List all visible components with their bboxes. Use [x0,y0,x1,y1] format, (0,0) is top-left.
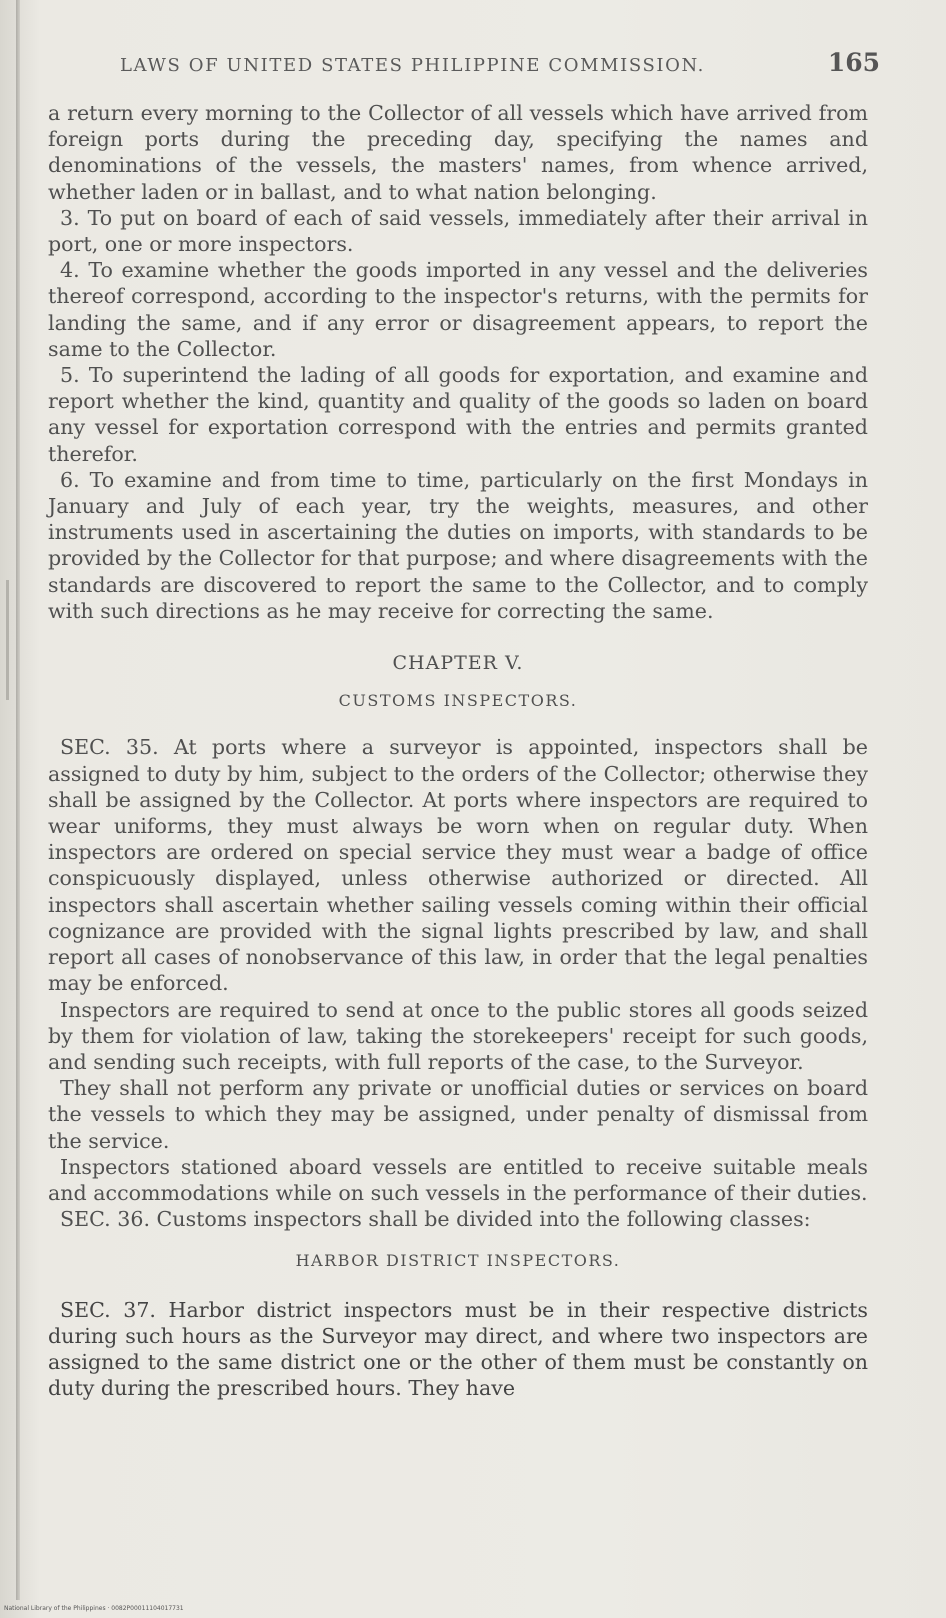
paragraph: a return every morning to the Collector of all vessels which have arrived from foreign ports during the preceding day, specifying the names and denominations of the vessels, the masters' names, from whence arrived, whether laden or in ballast, and to what nation belonging. [48,101,868,204]
paragraph: SEC. 36. Customs inspectors shall be divided into the following classes: [60,1207,811,1232]
running-title: LAWS OF UNITED STATES PHILIPPINE COMMISSION. [120,55,705,76]
paragraph: 5. To superintend the lading of all goods for exportation, and examine and report whether the kind, quantity and quality of the goods so laden on board any vessel for exportation correspond with the entries and permits granted therefor. [48,363,868,466]
book-spine-shadow [16,0,20,1600]
paragraph: 6. To examine and from time to time, particularly on the first Mondays in January and July of each year, try the weights, measures, and other instruments used in ascertaining the duties on imports, with standards to be provided by the Collector for that purpose; and where disagreements with the standards are discovered to report the same to the Collector, and to comply with such directions as he may receive for correcting the same. [48,467,868,623]
chapter-subtitle: CUSTOMS INSPECTORS. [338,691,578,711]
paragraph: They shall not perform any private or unofficial duties or services on board the vessels to which they may be assigned, under penalty of dismissal from the service. [48,1076,868,1153]
scan-footer: National Library of the Philippines · 0082P00011104017731 [4,1605,184,1612]
page-number: 165 [827,48,880,77]
page-header [120,48,880,77]
paragraph: Inspectors are required to send at once to the public stores all goods seized by them for violation of law, taking the storekeepers' receipt for such goods, and sending such receipts, with full reports of the case, to the Surveyor. [48,997,868,1074]
page-edge-mark [6,580,9,700]
paragraph: 3. To put on board of each of said vessels, immediately after their arrival in port, one or more inspectors. [48,205,868,257]
paragraph: Inspectors stationed aboard vessels are entitled to receive suitable meals and accommodations while on such vessels in the performance of their duties. [48,1154,868,1205]
page-body [48,100,868,1401]
paragraph: SEC. 35. At ports where a surveyor is appointed, inspectors shall be assigned to duty by him, subject to the orders of the Collector; otherwise they shall be assigned by the Collector. At ports where inspectors are required to wear uniforms, they must always be worn when on regular duty. When inspectors are ordered on special service they must wear a badge of office conspicuously displayed, unless otherwise authorized or directed. All inspectors shall ascertain whether sailing vessels coming within their official cognizance are provided with the signal lights prescribed by law, and shall report all cases of nonobservance of this law, in order that the legal penalties may be enforced. [48,735,868,996]
section-heading: HARBOR DISTRICT INSPECTORS. [295,1251,621,1271]
paragraph: SEC. 37. Harbor district inspectors must be in their respective districts during such hours as the Surveyor may direct, and where two inspectors are assigned to the same district one or the other of them must be constantly on duty during the prescribed hours. They have [48,1297,868,1401]
paragraph: 4. To examine whether the goods imported in any vessel and the deliveries thereof correspond, according to the inspector's returns, with the permits for landing the same, and if any error or disagreement appears, to report the same to the Collector. [48,258,868,361]
chapter-title: CHAPTER V. [392,652,524,675]
